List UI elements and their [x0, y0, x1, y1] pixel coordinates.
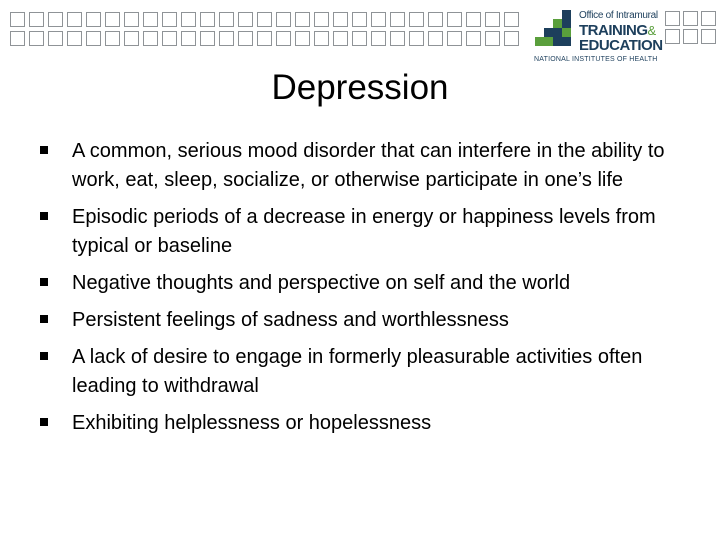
grid-square — [67, 31, 82, 46]
decorative-grid-right — [664, 10, 718, 46]
grid-square — [181, 31, 196, 46]
grid-square — [105, 12, 120, 27]
grid-square — [352, 12, 367, 27]
grid-square — [447, 31, 462, 46]
grid-square — [409, 31, 424, 46]
grid-square — [447, 12, 462, 27]
bullet-text: Negative thoughts and perspective on self and the world — [72, 272, 571, 294]
grid-square — [143, 12, 158, 27]
logo-office-text: Office of Intramural — [579, 10, 658, 21]
grid-square — [219, 12, 234, 27]
grid-square — [333, 12, 348, 27]
square-bullet-icon — [40, 146, 48, 154]
bullet-text: Episodic periods of a decrease in energy or happiness levels from typical or baseline — [72, 206, 656, 257]
grid-square — [86, 31, 101, 46]
grid-square — [181, 12, 196, 27]
grid-square — [276, 31, 291, 46]
bullet-item — [40, 343, 680, 401]
bullet-text: A lack of desire to engage in formerly pleasurable activities often leading to withdrawal — [72, 346, 643, 397]
grid-square — [504, 12, 519, 27]
square-bullet-icon — [40, 212, 48, 220]
grid-square — [466, 31, 481, 46]
bullet-item — [40, 306, 680, 335]
grid-square — [352, 31, 367, 46]
decorative-grid — [8, 10, 521, 48]
bullet-text: Persistent feelings of sadness and worthlessness — [72, 309, 509, 331]
grid-square — [314, 12, 329, 27]
grid-square — [200, 12, 215, 27]
grid-square — [238, 12, 253, 27]
grid-square — [86, 12, 101, 27]
grid-square — [29, 31, 44, 46]
grid-square — [257, 31, 272, 46]
logo-training-text: TRAINING& — [579, 22, 656, 39]
grid-square — [371, 12, 386, 27]
grid-square — [200, 31, 215, 46]
grid-square — [428, 31, 443, 46]
grid-square — [333, 31, 348, 46]
grid-square — [124, 31, 139, 46]
grid-square — [105, 31, 120, 46]
header-band — [0, 0, 720, 68]
grid-square — [466, 12, 481, 27]
square-bullet-icon — [40, 352, 48, 360]
grid-square — [504, 31, 519, 46]
grid-square — [314, 31, 329, 46]
grid-square — [257, 12, 272, 27]
grid-square — [683, 11, 698, 26]
square-bullet-icon — [40, 418, 48, 426]
bullet-item — [40, 409, 680, 438]
grid-square — [665, 29, 680, 44]
bullet-list — [40, 137, 680, 446]
grid-square — [124, 12, 139, 27]
grid-square — [390, 31, 405, 46]
grid-square — [29, 12, 44, 27]
grid-square — [701, 29, 716, 44]
bullet-item — [40, 203, 680, 261]
grid-square — [10, 12, 25, 27]
grid-square — [48, 12, 63, 27]
grid-square — [409, 12, 424, 27]
grid-square — [295, 12, 310, 27]
grid-square — [276, 12, 291, 27]
bullet-item — [40, 137, 680, 195]
grid-square — [67, 12, 82, 27]
grid-square — [665, 11, 680, 26]
grid-square — [390, 12, 405, 27]
grid-square — [162, 12, 177, 27]
grid-square — [485, 12, 500, 27]
logo-mark-icon — [534, 8, 578, 54]
bullet-text: A common, serious mood disorder that can interfere in the ability to work, eat, sleep, socialize, or otherwise participate in one’s life — [72, 140, 665, 191]
slide-title: Depression — [271, 68, 449, 107]
grid-square — [143, 31, 158, 46]
grid-square — [10, 31, 25, 46]
square-bullet-icon — [40, 315, 48, 323]
grid-square — [219, 31, 234, 46]
grid-square — [295, 31, 310, 46]
grid-square — [485, 31, 500, 46]
grid-square — [683, 29, 698, 44]
oite-logo — [534, 8, 664, 66]
logo-education-text: EDUCATION — [579, 37, 663, 54]
bullet-item — [40, 269, 680, 298]
grid-square — [428, 12, 443, 27]
square-bullet-icon — [40, 278, 48, 286]
grid-square — [162, 31, 177, 46]
grid-square — [48, 31, 63, 46]
grid-square — [371, 31, 386, 46]
grid-square — [701, 11, 716, 26]
logo-nih-text: NATIONAL INSTITUTES OF HEALTH — [534, 56, 658, 63]
bullet-text: Exhibiting helplessness or hopelessness — [72, 412, 432, 434]
grid-square — [238, 31, 253, 46]
